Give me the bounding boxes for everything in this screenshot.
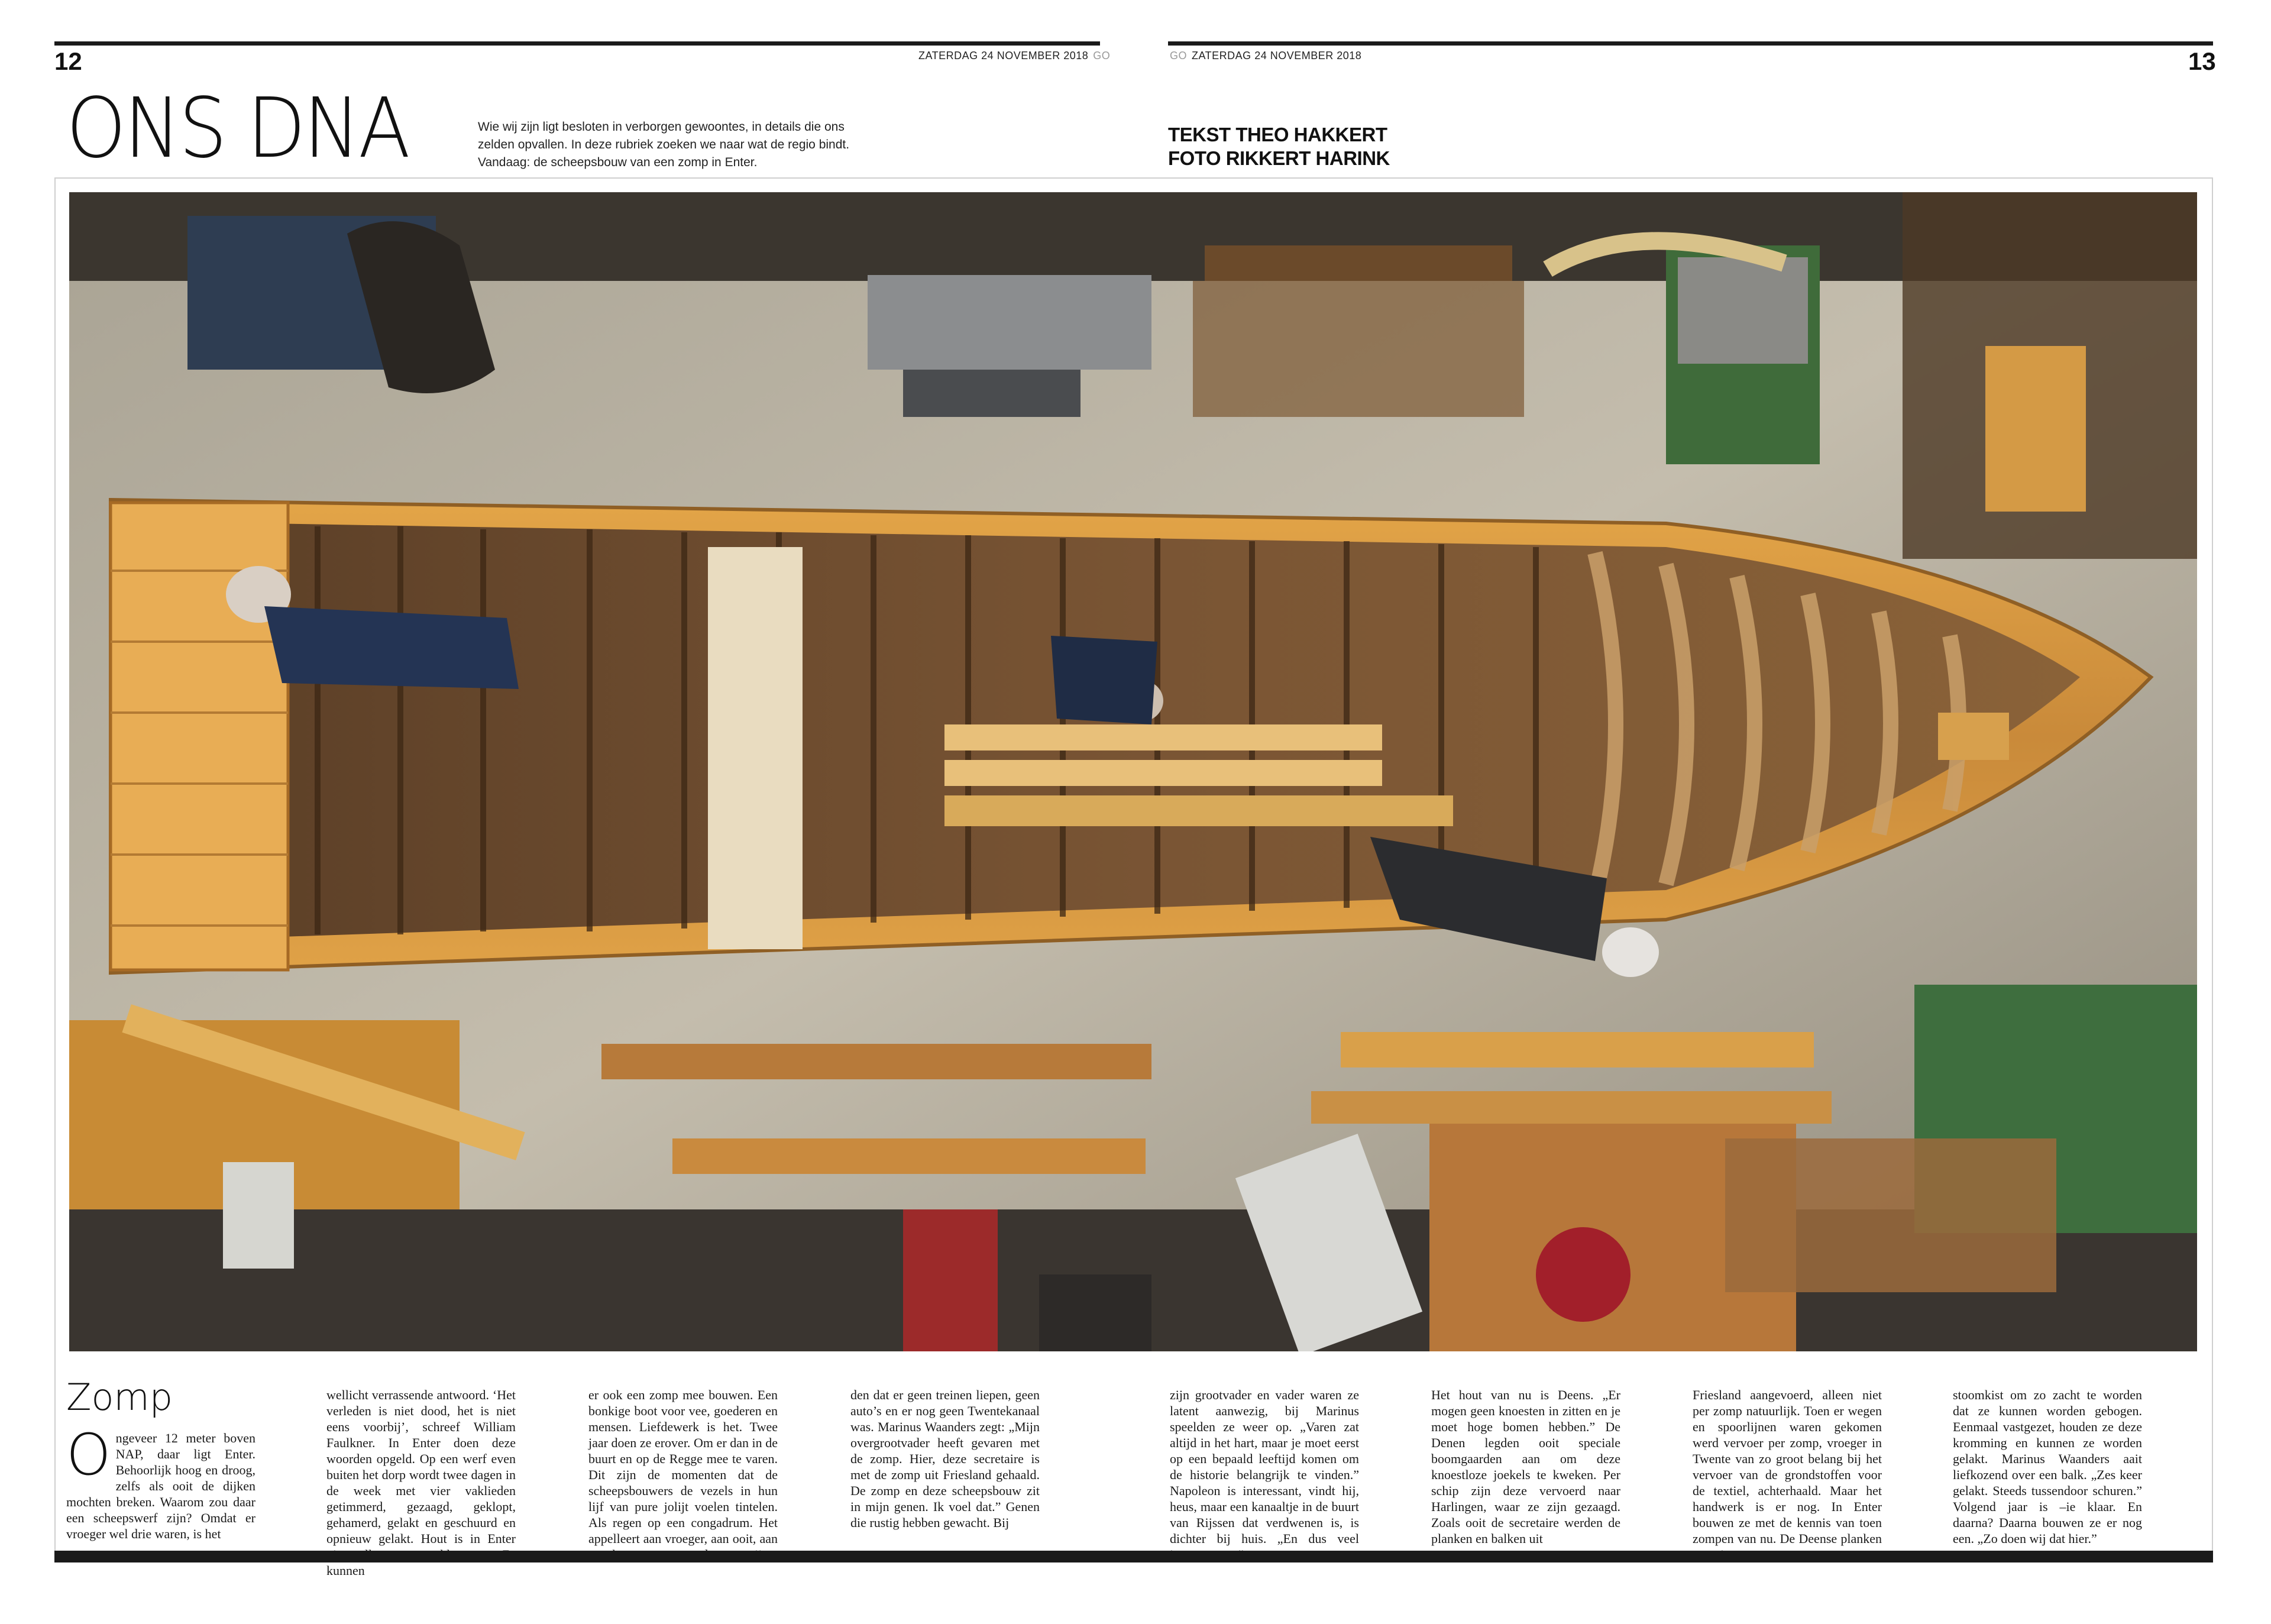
article-column-1 <box>66 1422 255 1542</box>
boatyard-photo <box>69 192 2197 1351</box>
article-column-4 <box>850 1387 1040 1531</box>
article-column-7-text: Friesland aangevoerd, alleen niet per zomp natuurlijk. Toen er wegen en spoorlijnen waren gekomen werd vervoer per zomp, vroeger in Twente van zo groot belang bij het vervoer van de grondstoffen voor de textiel, achterhaald. Maar het handwerk is er nog. In Enter bouwen ze met de kennis van toen zompen van nu. De Deense planken <box>1693 1387 1882 1546</box>
photo-credit: FOTO RIKKERT HARINK <box>1168 147 1390 169</box>
article-column-5-text: zijn grootvader en vader waren ze latent aanwezig, bij Marinus speelden ze weer op. „Varen zat altijd in het hart, maar je moet eerst op een bepaald leeftijd komen om de historie belangrijk te vinden.” Napoleon is interessant, vindt hij, heus, maar een kanaaltje in de buurt van Rijssen dat verdwenen is, is dichter bij huis. „En dus veel <box>1170 1387 1359 1546</box>
article-headline: Zomp <box>66 1376 173 1419</box>
right-page-number: 13 <box>2188 47 2216 75</box>
article-column-2-text: wellicht verrassende antwoord. ‘Het verleden is niet dood, het is niet eens voorbij’, schreef William Faulkner. In Enter doen deze woorden opgeld. Op een werf even buiten het dorp wordt twee dagen in de week met vier vaklieden getimmerd, gezaagd, geklopt, gehamerd, gelakt en geschuurd en opnieuw gelakt. Hout is in Enter kunnen <box>326 1387 516 1578</box>
right-header-rule <box>1168 41 2213 46</box>
right-date <box>1170 50 1361 62</box>
article-column-3 <box>588 1387 778 1562</box>
article-column-2 <box>326 1387 516 1578</box>
drop-cap: O <box>66 1422 111 1488</box>
article-column-3-text: er ook een zomp mee bouwen. Een bonkige boot voor vee, goederen en mensen. Liefdewerk is het. Twee jaar doen ze erover. Om er dan in de buurt en op de Regge mee te varen. Dit zijn de momenten dat de scheepsbouwers de vezels in hun lijf van pure jolijt voelen tintelen. Als regen op een congadrum. Het appelleert aan vroeger, aan ooit, aan <box>588 1387 778 1546</box>
bottom-rule <box>54 1551 2213 1562</box>
right-date-text: ZATERDAG 24 NOVEMBER 2018 <box>1192 50 1362 62</box>
article-column-8 <box>1953 1387 2142 1547</box>
left-page-number: 12 <box>54 47 82 75</box>
credits <box>1168 123 1390 170</box>
left-date <box>918 50 1115 62</box>
intro-text: Wie wij zijn ligt besloten in verborgen gewoontes, in details die ons zelden opvallen. In deze rubriek zoeken we naar wat de regio bindt. Vandaag: de scheepsbouw van een zomp in Enter. <box>478 120 850 169</box>
article-column-5 <box>1170 1387 1359 1562</box>
right-section-tag: GO <box>1170 50 1188 62</box>
article-column-8-text: stoomkist om zo zacht te worden dat ze kunnen worden gebogen. Eenmaal vastgezet, houden ze deze kromming en kunnen ze worden gelakt. Marinus Waanders aait liefkozend over een balk. „Zes keer gelakt. Steeds tussendoor schuren.” Volgend jaar is –ie klaar. En daarna? Daarna bouwen ze er nog een. „Zo doen wij dat hier.” <box>1953 1387 2142 1546</box>
boatyard-photo-image <box>69 192 2197 1351</box>
article-column-6 <box>1431 1387 1620 1547</box>
article-column-7 <box>1693 1387 1882 1562</box>
text-credit: TEKST THEO HAKKERT <box>1168 124 1387 145</box>
section-title: ONS DNA <box>66 80 409 177</box>
article-column-1-text: ngeveer 12 meter boven NAP, daar ligt Enter. Behoorlijk hoog en droog, zelfs als ooit de dijken mochten breken. Waarom zou daar een scheepswerf zijn? Omdat er vroeger wel drie waren, is het <box>66 1431 255 1541</box>
article-column-6-text: Het hout van nu is Deens. „Er mogen geen knoesten in zitten en je moet hoge bomen hebben.” De Denen legden ooit speciale boomgaarden aan om deze knoestloze joekels te kweken. Per schip zijn deze vervoerd naar Harlingen, waar ze zijn gezaagd. Zoals ooit de secretaire werden de planken en balken uit <box>1431 1387 1620 1546</box>
left-header-rule <box>54 41 1100 46</box>
left-section-tag: GO <box>1093 50 1111 62</box>
article-column-4-text: den dat er geen treinen liepen, geen auto’s en er nog geen Twentekanaal was. Marinus Waanders zegt: „Mijn overgrootvader heeft gevaren met de zomp. Hier, deze secretaire is met de zomp uit Friesland gehaald. De zomp en deze scheepsbouw zit in mijn genen. Ik voel dat.” Genen die rustig hebben gewacht. Bij <box>850 1387 1040 1530</box>
left-date-text: ZATERDAG 24 NOVEMBER 2018 <box>918 50 1089 62</box>
